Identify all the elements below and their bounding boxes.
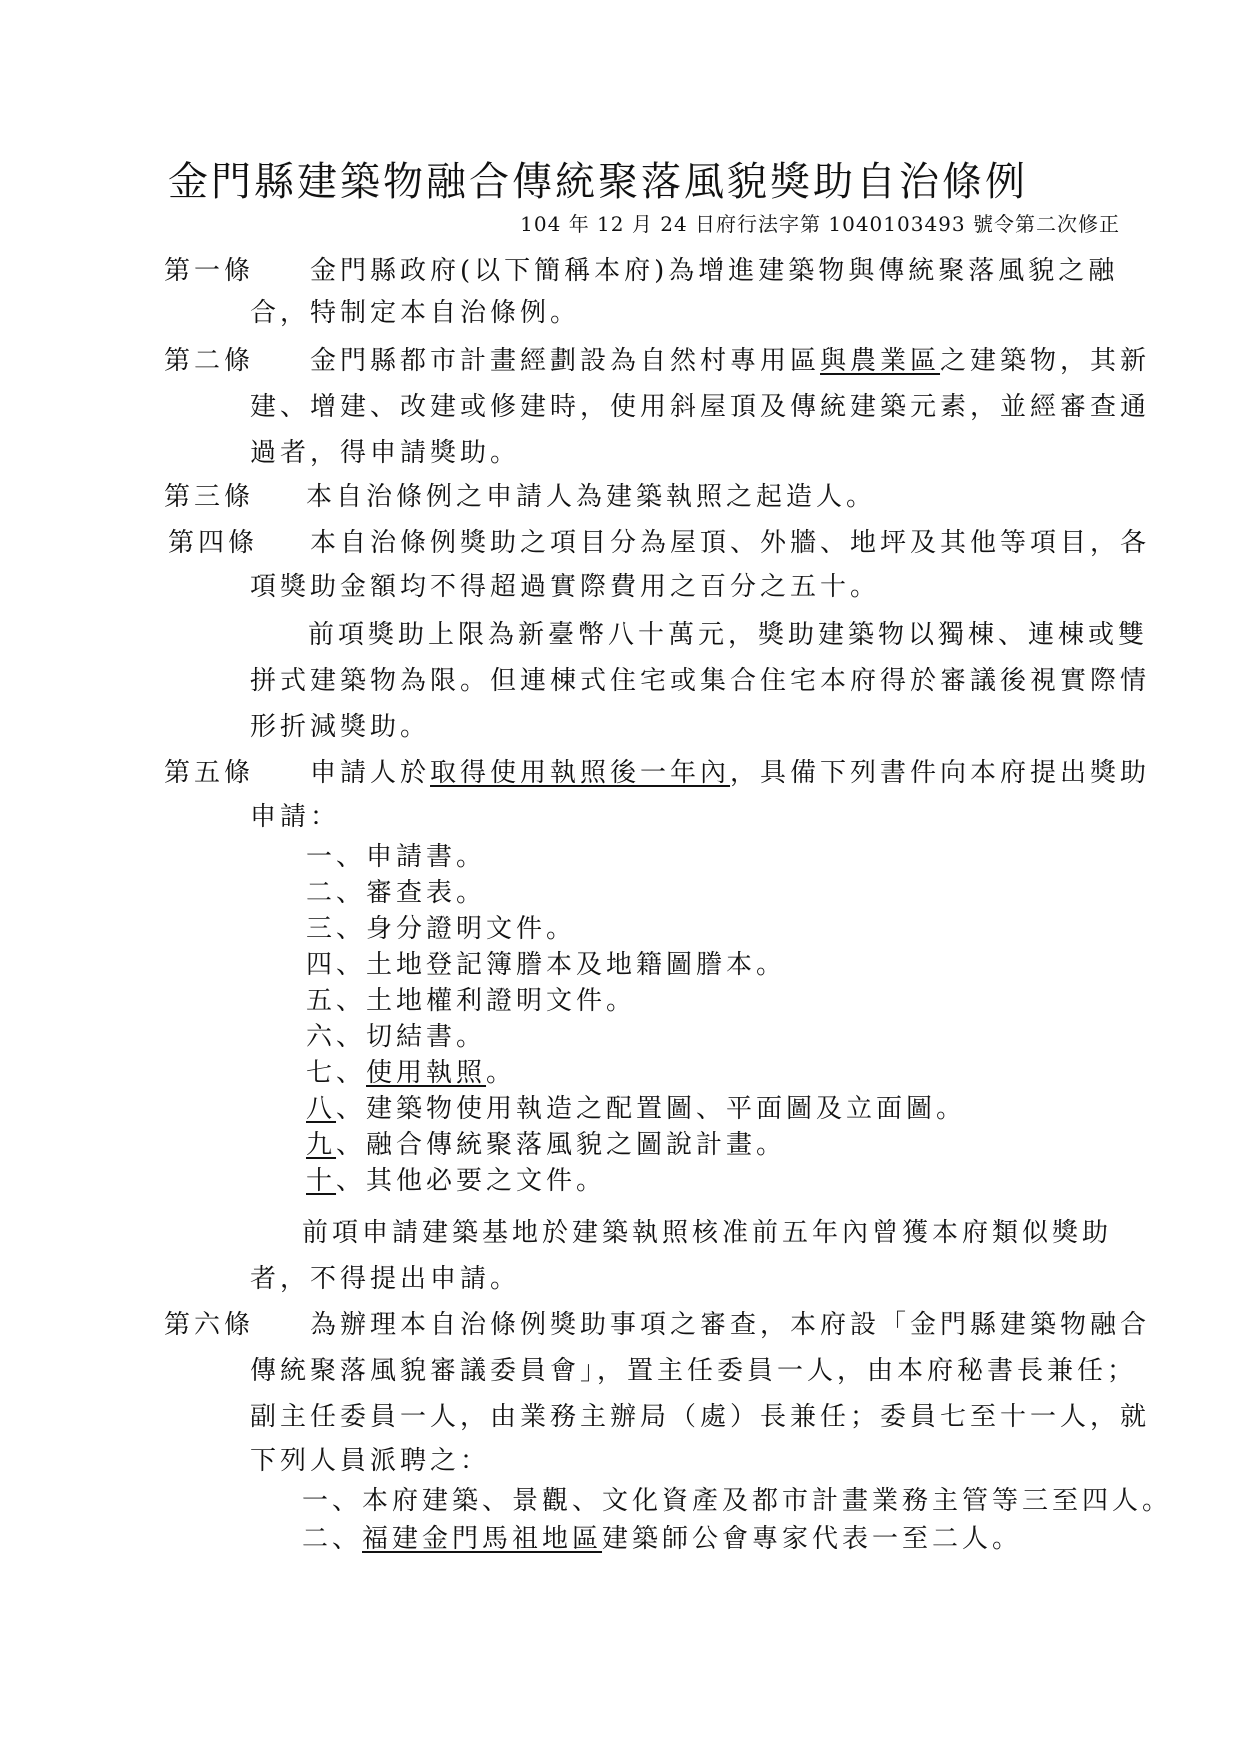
article-1-label: 第一條 [164, 256, 255, 286]
article-2-line-1 [310, 344, 1150, 378]
article-5-para-2-line-2: 者，不得提出申請。 [250, 1264, 521, 1294]
article-5-item-10-num: 十 [306, 1166, 337, 1196]
amendment-note: 104 年 12 月 24 日府行法字第 1040103493 號令第二次修正 [520, 212, 1120, 236]
article-5-line-1 [310, 756, 1150, 790]
article-4-line-2: 項獎助金額均不得超過實際費用之百分之五十。 [250, 572, 881, 602]
article-5-item-2: 二、審查表。 [306, 878, 487, 908]
article-6-line-1: 為辦理本自治條例獎助事項之審查，本府設「金門縣建築物融合 [310, 1310, 1151, 1340]
article-5-line-2: 申請： [250, 802, 341, 832]
document-title: 金門縣建築物融合傳統聚落風貌獎助自治條例 [168, 159, 1028, 205]
article-2-underlined-agri: 與農業區 [820, 346, 941, 376]
article-6-item-2 [302, 1522, 1022, 1556]
article-5-item-6: 六、切結書。 [306, 1022, 487, 1052]
article-5-item-10 [306, 1164, 606, 1198]
article-5-item-4: 四、土地登記簿謄本及地籍圖謄本。 [306, 950, 787, 980]
article-6-item-2-text: 建築師公會專家代表一至二人。 [602, 1524, 1023, 1554]
article-3-line-1: 本自治條例之申請人為建築執照之起造人。 [306, 482, 877, 512]
article-5-item-1: 一、申請書。 [306, 842, 487, 872]
article-5-item-8-text: 、建築物使用執造之配置圖、平面圖及立面圖。 [336, 1094, 967, 1124]
article-1-line-2: 合，特制定本自治條例。 [250, 298, 581, 328]
article-5-item-9 [306, 1128, 786, 1162]
article-6-item-2-num: 二、 [302, 1524, 363, 1554]
article-6-line-4: 下列人員派聘之： [250, 1446, 491, 1476]
article-5-line-1-b: ，具備下列書件向本府提出獎助 [730, 758, 1151, 788]
article-1-line-1: 金門縣政府(以下簡稱本府)為增進建築物與傳統聚落風貌之融 [310, 256, 1119, 286]
article-5-item-10-text: 、其他必要之文件。 [336, 1166, 607, 1196]
article-2-line-2: 建、增建、改建或修建時，使用斜屋頂及傳統建築元素，並經審查通 [250, 392, 1151, 422]
article-3-label: 第三條 [164, 482, 255, 512]
article-5-item-8-num: 八 [306, 1094, 337, 1124]
article-5-item-5: 五、土地權利證明文件。 [306, 986, 637, 1016]
article-5-line-1-a: 申請人於 [310, 758, 431, 788]
article-4-para-2-line-1: 前項獎助上限為新臺幣八十萬元，獎助建築物以獨棟、連棟或雙 [308, 620, 1149, 650]
article-5-item-9-text: 、融合傳統聚落風貌之圖說計畫。 [336, 1130, 787, 1160]
article-5-item-3: 三、身分證明文件。 [306, 914, 577, 944]
article-2-line-1-a: 金門縣都市計畫經劃設為自然村專用區 [310, 346, 821, 376]
article-5-item-7 [306, 1056, 516, 1090]
article-5-item-8 [306, 1092, 966, 1126]
article-6-line-2: 傳統聚落風貌審議委員會」，置主任委員一人，由本府秘書長兼任； [250, 1356, 1138, 1386]
article-5-item-9-num: 九 [306, 1130, 337, 1160]
article-6-line-3: 副主任委員一人，由業務主辦局（處）長兼任；委員七至十一人，就 [250, 1402, 1151, 1432]
article-5-item-7-num: 七、 [306, 1058, 367, 1088]
article-4-line-1: 本自治條例獎助之項目分為屋頂、外牆、地坪及其他等項目，各 [310, 528, 1151, 558]
article-4-label: 第四條 [168, 528, 259, 558]
article-4-para-2-line-2: 拼式建築物為限。但連棟式住宅或集合住宅本府得於審議後視實際情 [250, 666, 1151, 696]
article-2-label: 第二條 [164, 346, 255, 376]
article-5-para-2-line-1: 前項申請建築基地於建築執照核准前五年內曾獲本府類似獎助 [302, 1218, 1113, 1248]
article-4-para-2-line-3: 形折減獎助。 [250, 712, 431, 742]
article-6-label: 第六條 [164, 1310, 255, 1340]
article-5-label: 第五條 [164, 758, 255, 788]
article-5-underlined-deadline: 取得使用執照後一年內 [430, 758, 731, 788]
article-5-item-7-end: 。 [486, 1058, 517, 1088]
article-6-item-1: 一、本府建築、景觀、文化資產及都市計畫業務主管等三至四人。 [302, 1486, 1173, 1516]
article-6-item-2-underlined: 福建金門馬祖地區 [362, 1524, 603, 1554]
article-2-line-3: 過者，得申請獎助。 [250, 438, 521, 468]
article-2-line-1-b: 之建築物，其新 [940, 346, 1151, 376]
article-5-item-7-underlined: 使用執照 [366, 1058, 487, 1088]
